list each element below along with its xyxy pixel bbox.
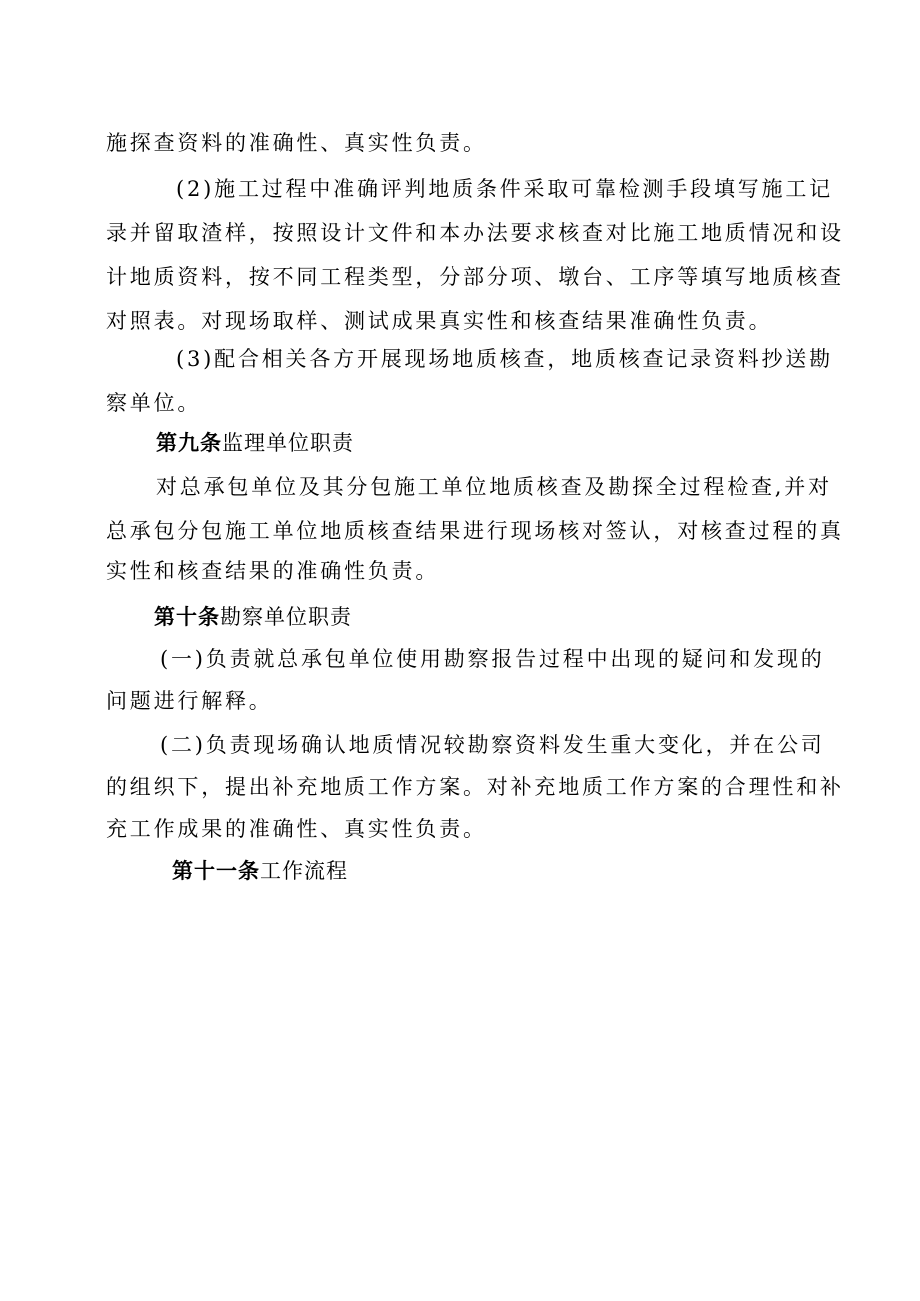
paragraph-line: 施探查资料的准确性、真实性负责。 bbox=[106, 131, 487, 155]
paragraph-line: (一)负责就总承包单位使用勘察报告过程中出现的疑问和发现的 bbox=[160, 647, 825, 671]
paragraph-line: 问题进行解释。 bbox=[106, 689, 273, 713]
article-heading bbox=[154, 602, 352, 632]
article-heading bbox=[172, 856, 348, 886]
paragraph-line: 计地质资料，按不同工程类型，分部分项、墩台、工序等填写地质核查 bbox=[106, 265, 844, 289]
paragraph-line: (2)施工过程中准确评判地质条件采取可靠检测手段填写施工记 bbox=[176, 177, 833, 201]
article-number: 第九条 bbox=[156, 430, 222, 455]
article-title: 勘察单位职责 bbox=[220, 605, 352, 629]
paragraph-line: 总承包分包施工单位地质核查结果进行现场核对签认，对核查过程的真 bbox=[106, 519, 844, 543]
paragraph-line: 充工作成果的准确性、真实性负责。 bbox=[106, 817, 487, 841]
article-heading bbox=[156, 428, 354, 458]
article-number: 第十一条 bbox=[172, 858, 260, 883]
paragraph-line: 的组织下，提出补充地质工作方案。对补充地质工作方案的合理性和补 bbox=[106, 775, 844, 799]
article-number: 第十条 bbox=[154, 604, 220, 629]
paragraph-line: 录并留取渣样，按照设计文件和本办法要求核查对比施工地质情况和设 bbox=[106, 221, 844, 245]
paragraph-line: 实性和核查结果的准确性负责。 bbox=[106, 559, 440, 583]
paragraph-line: 对照表。对现场取样、测试成果真实性和核查结果准确性负责。 bbox=[106, 309, 773, 333]
paragraph-line: 察单位。 bbox=[106, 391, 202, 415]
paragraph-line: (二)负责现场确认地质情况较勘察资料发生重大变化，并在公司 bbox=[160, 733, 825, 757]
paragraph-line: (3)配合相关各方开展现场地质核查，地质核查记录资料抄送勘 bbox=[176, 347, 833, 371]
article-title: 工作流程 bbox=[260, 859, 348, 883]
paragraph-line: 对总承包单位及其分包施工单位地质核查及勘探全过程检查,并对 bbox=[156, 475, 832, 499]
article-title: 监理单位职责 bbox=[222, 431, 354, 455]
